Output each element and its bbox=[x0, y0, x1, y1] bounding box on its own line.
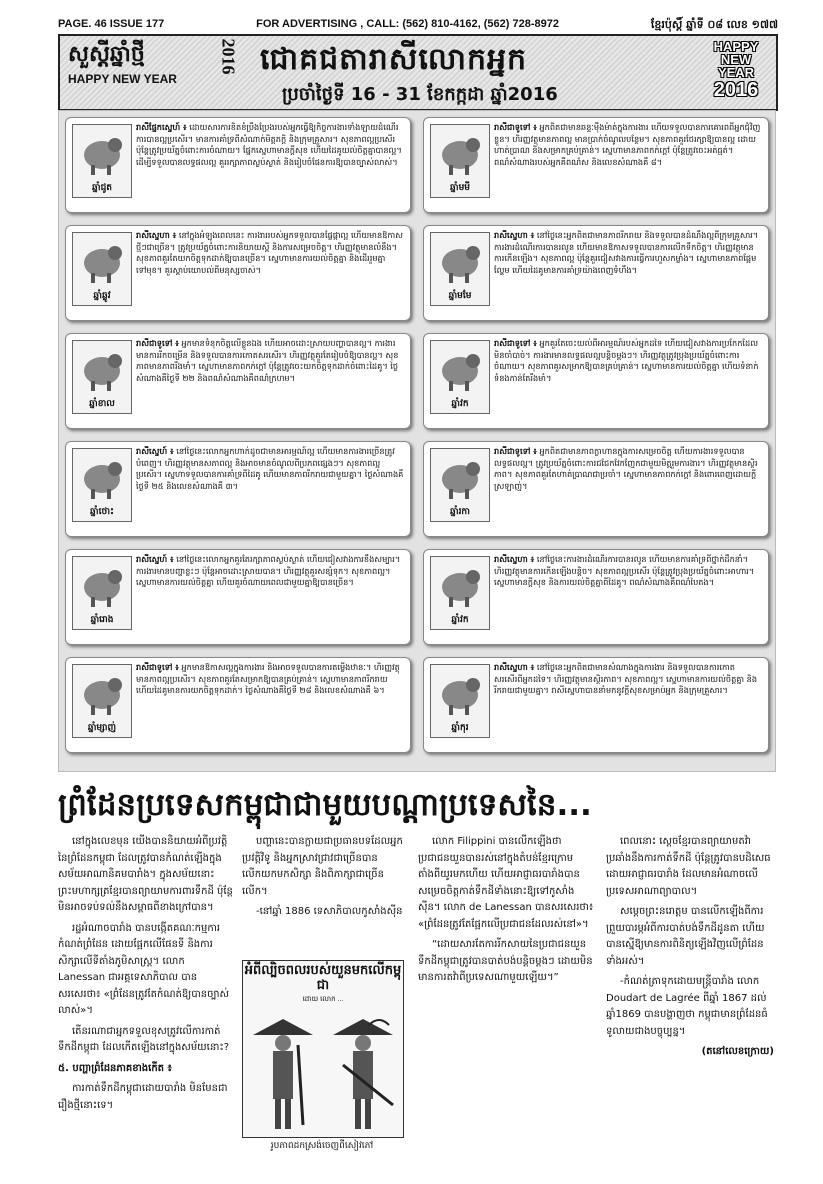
page-header bbox=[58, 18, 778, 32]
zodiac-heading: រាសីស្នេហា ៖ bbox=[494, 554, 535, 564]
zodiac-entry bbox=[423, 225, 769, 321]
zodiac-heading: រាសីជាទូទៅ ៖ bbox=[136, 338, 179, 348]
soldiers-illustration bbox=[243, 1005, 403, 1135]
zodiac-animal-icon bbox=[430, 232, 490, 306]
zodiac-entry bbox=[423, 333, 769, 429]
zodiac-label: ឆ្នាំខាល bbox=[89, 399, 115, 409]
zodiac-heading: រាសីស្នេហា ៖ bbox=[136, 230, 177, 240]
zodiac-animal-icon bbox=[72, 124, 132, 198]
paragraph: -នៅឆ្នាំ 1886 ទេសាភិបាលកូសាំងស៊ីន bbox=[256, 906, 403, 917]
zodiac-reading bbox=[494, 338, 762, 384]
figure-subcaption: ដោយ លោក ... bbox=[302, 996, 344, 1003]
zodiac-text: នៅក្នុងអំឡុងពេលនេះ ការងាររបស់អ្នកទទួលបានផ្លែផ្កាល្អ ហើយមានឱកាសថ្មីៗជាច្រើន។ ត្រូវប្រយ័ត្នចំពោះការនិយាយស្ដី និងការសម្រេចចិត្ត។ ហិរញ្ញវត្ថុមានលំនឹង។ សុខភាពគួរតែយកចិត្តទុកដាក់ឱ្យបានច្រើន។ ស្នេហាមានការយល់ចិត្តគ្នា និងដើររួមគ្នាទៅមុខ។ គួរស្ដាប់យោបល់ពីមនុស្សចាស់។ bbox=[136, 230, 403, 275]
paragraph: “ដោយសារតែការរីកសាយនៃប្រជាជនយួន ទឹកដីកម្ពុជាត្រូវបានបាត់បង់បន្តិចម្ដងៗ ដោយមិនមានការតវ៉ាពីប្រទេសណាមួយឡើយ។” bbox=[418, 939, 593, 983]
zodiac-text: នៅថ្ងៃនេះលោកអ្នកគួរតែរក្សាភាពស្ងប់ស្ងាត់ ហើយជៀសវាងការខឹងសម្បារ។ ការងារមានបញ្ហាខ្លះៗ ប៉ុន្តែអាចដោះស្រាយបាន។ ហិរញ្ញវត្ថុគួរសន្សំទុក។ សុខភាពល្អ។ ស្នេហាមានការយល់ចិត្តគ្នា ហើយគួរចំណាយពេលជាមួយគ្នាឱ្យបានច្រើន។ bbox=[136, 554, 401, 587]
zodiac-entry bbox=[423, 441, 769, 537]
zodiac-entry bbox=[423, 657, 769, 753]
zodiac-label: ឆ្នាំឆ្លូវ bbox=[93, 291, 111, 301]
zodiac-text: អ្នកមានទំនុកចិត្តលើខ្លួនឯង ហើយអាចដោះស្រាយបញ្ហាបានល្អ។ ការងារមានការរីកចម្រើន និងទទួលបានការកោតសរសើរ។ ហិរញ្ញវត្ថុគួរតែរៀបចំឱ្យបានល្អ។ សុខភាពមានភាពរឹងមាំ។ ស្នេហាមានភាពកក់ក្ដៅ ប៉ុន្តែត្រូវចេះយកចិត្តទុកដាក់ចំពោះដៃគូ។ ថ្ងៃសំណាងគឺថ្ងៃទី ២២ និងពណ៌សំណាងគឺពណ៌ក្រហម។ bbox=[136, 338, 399, 383]
zodiac-animal-icon bbox=[430, 448, 490, 522]
new-year-greeting bbox=[68, 40, 238, 86]
zodiac-label: ឆ្នាំជូត bbox=[92, 183, 112, 193]
zodiac-animal-icon bbox=[72, 556, 132, 630]
horoscope-banner bbox=[58, 34, 778, 111]
zodiac-entry bbox=[65, 549, 411, 645]
zodiac-text: អ្នកមានឱកាសល្អក្នុងការងារ និងអាចទទួលបានការតម្លើងឋានៈ។ ហិរញ្ញវត្ថុមានភាពល្អប្រសើរ។ សុខភាពគួរតែសម្រាកឱ្យបានគ្រប់គ្រាន់។ ស្នេហាមានភាពរីករាយ ហើយដៃគូមានការយកចិត្តទុកដាក់។ ថ្ងៃសំណាងគឺថ្ងៃទី ២៨ និងលេខសំណាងគឺ ៦។ bbox=[136, 662, 400, 695]
zodiac-entry bbox=[65, 441, 411, 537]
zodiac-grid bbox=[58, 110, 776, 772]
year-vertical: 2016 bbox=[218, 38, 239, 75]
paragraph: លោក Filippini បានលើកឡើងថា ប្រជាជនយួនបានរស់នៅក្នុងតំបន់ខ្មែរក្រោមតាំងពីយូរមកហើយ ហើយអាជ្ញាធរបារាំងបានសម្រេចចិត្តកាត់ទឹកដីទាំងនោះឱ្យទៅកូសាំងស៊ីន។ លោក de Lanessan បានសរសេរថា៖ «ព្រំដែនត្រូវតែផ្អែកលើប្រជាជនដែលរស់នៅ»។ bbox=[418, 836, 594, 930]
zodiac-label: ឆ្នាំរោង bbox=[90, 615, 114, 625]
article-column-2 bbox=[242, 834, 408, 925]
banner-title: ជោគជតារាសីលោកអ្នក bbox=[260, 42, 528, 77]
zodiac-entry bbox=[65, 333, 411, 429]
article-column-4 bbox=[606, 834, 774, 1065]
happy-new-year-logo bbox=[702, 40, 770, 102]
zodiac-reading bbox=[494, 230, 762, 276]
zodiac-animal-icon bbox=[72, 448, 132, 522]
zodiac-label: ឆ្នាំមមែ bbox=[448, 291, 472, 301]
paragraph: នៅក្នុងលេខមុន យើងបាននិយាយអំពីប្រវត្តិនៃព្រំដែនកម្ពុជា ដែលត្រូវបានកំណត់ឡើងក្នុងសម័យអាណានិគមបារាំង។ ក្នុងសម័យនោះ ព្រះមហាក្សត្រខ្មែរបានព្យាយាមការពារទឹកដី ប៉ុន្តែមិនអាចទប់ទល់នឹងសម្ពាធពីខាងក្រៅបាន។ bbox=[58, 836, 233, 913]
zodiac-reading bbox=[136, 554, 404, 589]
paragraph: សម្ដេចព្រះនរោត្តម បានលើកឡើងពីការព្រួយបារម្ភអំពីការបាត់បង់ទឹកដីដូនតា ហើយបានស្នើឱ្យមានការពិនិត្យឡើងវិញលើព្រំដែនទាំងអស់។ bbox=[606, 906, 765, 967]
zodiac-label: ឆ្នាំវក bbox=[451, 399, 469, 409]
zodiac-entry bbox=[65, 657, 411, 753]
zodiac-animal-icon bbox=[430, 124, 490, 198]
zodiac-reading bbox=[494, 446, 762, 492]
zodiac-label: ឆ្នាំថោះ bbox=[90, 507, 114, 517]
paragraph: ពេលនោះ ស្តេចខ្មែរបានព្យាយាមតវ៉ាប្រឆាំងនឹងការកាត់ទឹកដី ប៉ុន្តែត្រូវបានបដិសេធដោយអាជ្ញាធរបារាំង ដែលមានអំណាចលើប្រទេសអាណាព្យាបាល។ bbox=[606, 836, 771, 897]
zodiac-text: អ្នកពិតជាមានភាពក្លាហានក្នុងការសម្រេចចិត្ត ហើយការងារទទួលបានលទ្ធផលល្អ។ ត្រូវប្រយ័ត្នចំពោះការជជែកវែកញែកជាមួយមិត្តរួមការងារ។ ហិរញ្ញវត្ថុមានស្ថិរភាព។ សុខភាពគួរតែហាត់ប្រាណជាប្រចាំ។ ស្នេហាមានភាពកក់ក្ដៅ និងពោរពេញដោយក្ដីស្រឡាញ់។ bbox=[494, 446, 758, 491]
zodiac-entry bbox=[65, 225, 411, 321]
paragraph: រដ្ឋអំណាចបារាំង បានបង្កើតគណៈកម្មការកំណត់ព្រំដែន ដោយផ្អែកលើផែនទី និងការសិក្សាលើទីតាំងភូមិសាស្ត្រ។ លោក Lanessan ជាអគ្គទេសាភិបាល បានសរសេរថា៖ «ព្រំដែនត្រូវតែកំណត់ឱ្យបានច្បាស់លាស់»។ bbox=[58, 922, 229, 1016]
zodiac-animal-icon bbox=[72, 664, 132, 738]
logo-line-3: YEAR bbox=[717, 65, 755, 80]
zodiac-heading: រាសីផ្នែកស្នេហ៍ ៖ bbox=[136, 122, 187, 132]
zodiac-animal-icon bbox=[430, 340, 490, 414]
zodiac-heading: រាសីជាទូទៅ ៖ bbox=[136, 662, 179, 672]
zodiac-text: នៅថ្ងៃនេះលោកអ្នកហាក់ដូចជាមានអារម្មណ៍ល្អ ហើយមានការងារច្រើនត្រូវបំពេញ។ ហិរញ្ញវត្ថុមានសភាពល្អ និងអាចមានចំណូលពីប្រភពផ្សេងៗ។ សុខភាពល្អប្រសើរ។ ស្នេហាទទួលបានការគាំទ្រពីដៃគូ ហើយមានភាពរីករាយជាមួយគ្នា។ ថ្ងៃសំណាងគឺថ្ងៃទី ២៥ និងលេខសំណាងគឺ ៣។ bbox=[136, 446, 404, 491]
zodiac-label: ឆ្នាំរកា bbox=[450, 507, 470, 517]
zodiac-entry bbox=[423, 117, 769, 213]
zodiac-reading bbox=[136, 122, 404, 168]
zodiac-reading bbox=[494, 554, 762, 589]
zodiac-text: អ្នកពិតជាមានឆន្ទៈម៉ឺងម៉ាត់ក្នុងការងារ ហើយទទួលបានការគោរពពីអ្នកជុំវិញខ្លួន។ ហិរញ្ញវត្ថុមានភាពល្អ មានប្រាក់ចំណូលបន្ថែម។ សុខភាពគួរថែរក្សាឱ្យបានល្អ ដោយហាត់ប្រាណ និងសម្រាកគ្រប់គ្រាន់។ ស្នេហាមានភាពកក់ក្ដៅ ប៉ុន្តែត្រូវចេះអត់ធ្មត់។ ពណ៌សំណាងរបស់អ្នកគឺពណ៌ស និងលេខសំណាងគឺ ៨។ bbox=[494, 122, 761, 167]
zodiac-heading: រាសីស្នេហ៍ ៖ bbox=[136, 554, 174, 564]
zodiac-heading: រាសីជាទូទៅ ៖ bbox=[494, 338, 537, 348]
zodiac-reading bbox=[494, 122, 762, 168]
zodiac-heading: រាសីស្នេហា ៖ bbox=[494, 662, 535, 672]
greeting-en: HAPPY NEW YEAR bbox=[68, 72, 177, 86]
figure-label: រូបភាពដកស្រង់ចេញពីសៀវភៅ bbox=[270, 1141, 374, 1151]
page-issue: PAGE. 46 ISSUE 177 bbox=[58, 18, 165, 30]
zodiac-label: ឆ្នាំកុរ bbox=[451, 723, 469, 733]
zodiac-animal-icon bbox=[72, 232, 132, 306]
zodiac-label: ឆ្នាំម្សាញ់ bbox=[87, 723, 117, 733]
banner-subtitle: ប្រចាំថ្ងៃទី 16 - 31 ខែកក្កដា ឆ្នាំ2016 bbox=[282, 84, 558, 105]
paragraph: តើនរណាជាអ្នកទទួលខុសត្រូវលើការកាត់ទឹកដីកម្ពុជា ដែលកើតឡើងនៅក្នុងសម័យនោះ? bbox=[58, 1025, 230, 1053]
logo-line-2: NEW bbox=[720, 52, 752, 67]
zodiac-reading bbox=[136, 662, 404, 697]
continued-note: (តនៅលេខក្រោយ) bbox=[701, 1046, 774, 1057]
zodiac-entry bbox=[65, 117, 411, 213]
article-column-1 bbox=[58, 834, 234, 1118]
article-title: ព្រំដែនប្រទេសកម្ពុជាជាមួយបណ្ដាប្រទេសនៃ... bbox=[58, 787, 592, 823]
logo-year: 2016 bbox=[713, 79, 759, 101]
zodiac-text: ដោយសារការខិតខំប្រឹងប្រែងរបស់អ្នកធ្វើឱ្យកិច្ចការងារទាំងឡាយដំណើរការបានល្អប្រសើរ។ មានការគាំទ្រពីសំណាក់មិត្តភក្តិ និងក្រុមគ្រួសារ។ សុខភាពល្អប្រសើរ ប៉ុន្តែត្រូវប្រយ័ត្នចំពោះការចំណាយ។ ផ្នែកស្នេហាមានក្ដីសុខ ហើយដៃគូយល់ចិត្តគ្នាបានល្អ។ ដើម្បីទទួលបានលទ្ធផលល្អ គួររក្សាភាពស្ងប់ស្ងាត់ និងរៀបចំផែនការឱ្យបានច្បាស់លាស់។ bbox=[136, 122, 402, 167]
zodiac-reading bbox=[136, 338, 404, 384]
khmer-issue: ខ្មែរប៉ុស្ដិ៍ ឆ្នាំទី ០៨ លេខ ១៧៧ bbox=[650, 18, 778, 31]
logo-line-1: HAPPY bbox=[713, 39, 759, 54]
zodiac-heading: រាសីជាទូទៅ ៖ bbox=[494, 446, 537, 456]
advertising-contact: FOR ADVERTISING , CALL: (562) 810-4162, (562) 728-8972 bbox=[256, 18, 559, 30]
zodiac-reading bbox=[494, 662, 762, 697]
zodiac-animal-icon bbox=[430, 664, 490, 738]
zodiac-text: នៅថ្ងៃនេះអ្នកពិតជាមានភាពរីករាយ និងទទួលបានដំណឹងល្អពីក្រុមគ្រួសារ។ ការងារដំណើរការបានរលូន ហើយមានឱកាសទទួលបានការលើកទឹកចិត្ត។ ហិរញ្ញវត្ថុមានការកើនឡើង។ សុខភាពល្អ ប៉ុន្តែគួរជៀសវាងការធ្វើការហួសកម្លាំង។ ស្នេហាមានភាពផ្អែមល្ហែម ហើយដៃគូមានការគាំទ្រយ៉ាងពេញទំហឹង។ bbox=[494, 230, 759, 275]
zodiac-label: ឆ្នាំវក bbox=[451, 615, 469, 625]
greeting-kh: សួស្ដីឆ្នាំថ្មី bbox=[68, 42, 145, 67]
paragraph: -កំណត់ត្រាទុកដោយមន្ត្រីបារាំង លោក Doudart de Lagrée ពីឆ្នាំ 1867 ដល់ឆ្នាំ1869 បានបង្ហាញថា កម្ពុជាមានព្រំដែនធំទូលាយជាងបច្ចុប្បន្ន។ bbox=[606, 976, 768, 1037]
zodiac-heading: រាសីស្នេហ៍ ៖ bbox=[136, 446, 174, 456]
paragraph: ការកាត់ទឹកដីកម្ពុជាដោយបារាំង មិនមែនជារឿងថ្មីនោះទេ។ bbox=[58, 1083, 228, 1111]
zodiac-entry bbox=[423, 549, 769, 645]
article-figure bbox=[242, 960, 404, 1138]
zodiac-heading: រាសីជាទូទៅ ៖ bbox=[494, 122, 537, 132]
article-column-3 bbox=[418, 834, 594, 991]
zodiac-text: នៅថ្ងៃនេះការងារដំណើរការបានរលូន ហើយមានការគាំទ្រពីថ្នាក់ដឹកនាំ។ ហិរញ្ញវត្ថុមានការកើនឡើងបន្តិច។ សុខភាពល្អប្រសើរ ប៉ុន្តែត្រូវប្រុងប្រយ័ត្នចំពោះអាហារ។ ស្នេហាមានក្ដីសុខ និងការយល់ចិត្តគ្នាពីដៃគូ។ ពណ៌សំណាងគឺពណ៌បៃតង។ bbox=[494, 554, 755, 587]
zodiac-text: អ្នកគួរតែចេះយល់ពីអារម្មណ៍របស់អ្នកដទៃ ហើយជៀសវាងការប្រកែកដែលមិនចាំបាច់។ ការងារមានលទ្ធផលល្អបន្តិចម្ដងៗ។ ហិរញ្ញវត្ថុត្រូវប្រុងប្រយ័ត្នចំពោះការចំណាយ។ សុខភាពគួរសម្រាកឱ្យបានគ្រប់គ្រាន់។ ស្នេហាមានការយល់ចិត្តគ្នា ហើយទំនាក់ទំនងកាន់តែរឹងមាំ។ bbox=[494, 338, 759, 383]
section-heading: ៥. បញ្ហាព្រំដែនភាគខាងកើត ៖ bbox=[58, 1062, 172, 1074]
zodiac-animal-icon bbox=[430, 556, 490, 630]
figure-caption: អំពីល្បិចពលរបស់យួនមកលើកម្ពុជា bbox=[244, 963, 402, 993]
zodiac-text: នៅថ្ងៃនេះអ្នកពិតជាមានសំណាងក្នុងការងារ និងទទួលបានការកោតសរសើរពីអ្នកដទៃ។ ហិរញ្ញវត្ថុមានស្ថិរភាព។ សុខភាពល្អ។ ស្នេហាមានការយល់ចិត្តគ្នា និងរីករាយជាមួយគ្នា។ រាសីស្នេហាបាននាំមកនូវក្ដីសុខសម្រាប់អ្នក និងក្រុមគ្រួសារ។ bbox=[494, 662, 758, 695]
paragraph: បញ្ហានេះបានក្លាយជាប្រធានបទដែលអ្នកប្រវត្តិវិទូ និងអ្នកស្រាវជ្រាវជាច្រើនបានលើកយកមកសិក្សា និងពិភាក្សាជាច្រើនលើក។ bbox=[242, 836, 403, 897]
zodiac-heading: រាសីស្នេហា ៖ bbox=[494, 230, 535, 240]
zodiac-reading bbox=[136, 230, 404, 276]
zodiac-animal-icon bbox=[72, 340, 132, 414]
zodiac-reading bbox=[136, 446, 404, 492]
zodiac-label: ឆ្នាំមមី bbox=[450, 183, 470, 193]
